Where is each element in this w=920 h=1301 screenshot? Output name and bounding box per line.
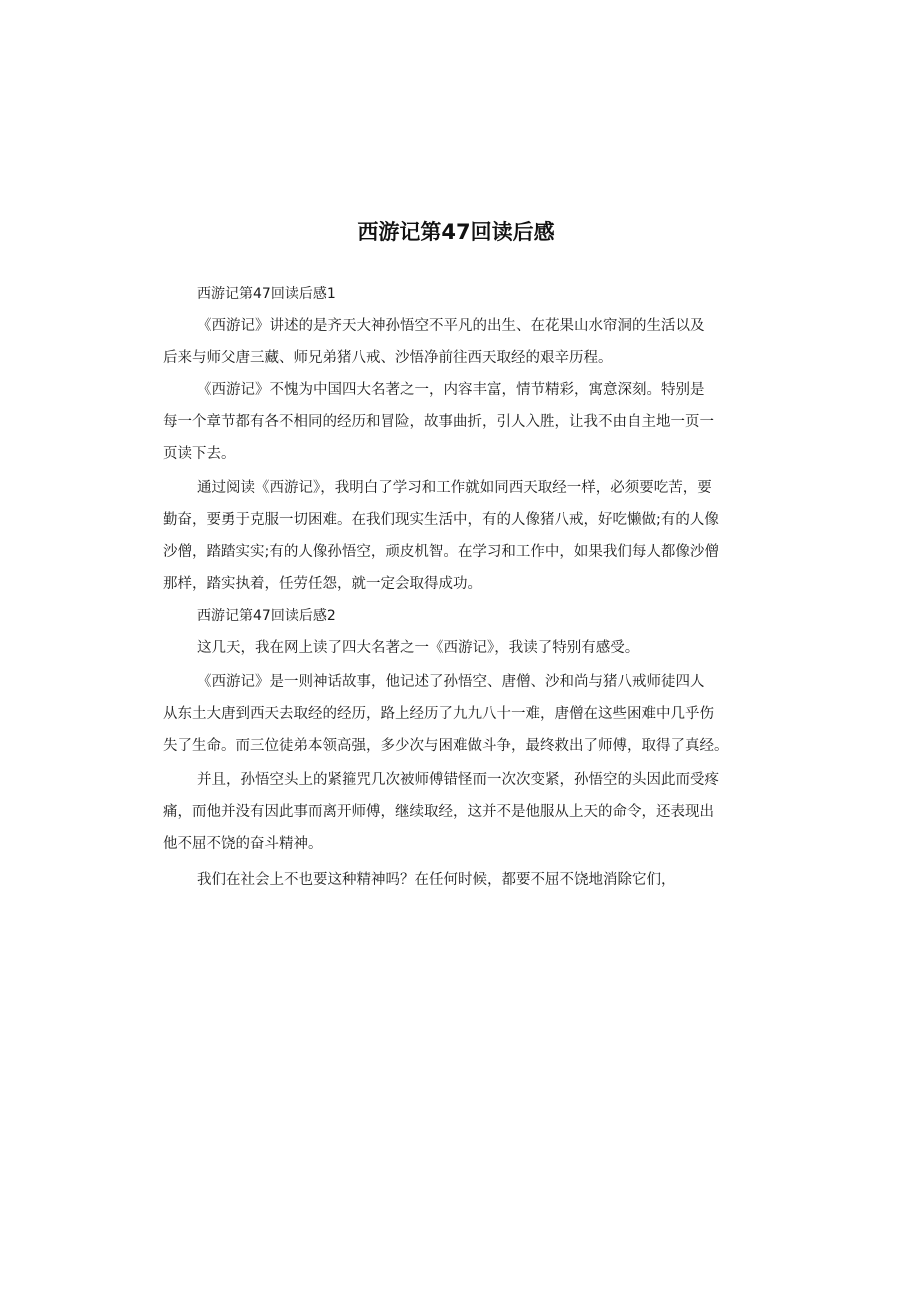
section-heading-2: 西游记第47回读后感2 xyxy=(197,608,336,624)
paragraph-line: 后来与师父唐三藏、师兄弟猪八戒、沙悟净前往西天取经的艰辛历程。 xyxy=(163,350,613,366)
paragraph-line: 从东土大唐到西天去取经的经历，路上经历了九九八十一难，唐僧在这些困难中几乎伤 xyxy=(163,706,714,722)
paragraph-line: 这几天，我在网上读了四大名著之一《西游记》，我读了特别有感受。 xyxy=(197,640,640,656)
section-heading-1: 西游记第47回读后感1 xyxy=(197,286,336,302)
paragraph-line: 他不屈不饶的奋斗精神。 xyxy=(163,836,323,852)
paragraph-line: 《西游记》是一则神话故事，他记述了孙悟空、唐僧、沙和尚与猪八戒师徒四人 xyxy=(197,674,705,690)
paragraph-line: 并且，孙悟空头上的紧箍咒几次被师傅错怪而一次次变紧，孙悟空的头因此而受疼 xyxy=(197,772,719,788)
paragraph-line: 我们在社会上不也要这种精神吗？在任何时候，都要不屈不饶地消除它们， xyxy=(197,872,676,888)
page-title: 西游记第47回读后感 xyxy=(357,220,555,244)
paragraph-line: 那样，踏实执着，任劳任怨，就一定会取得成功。 xyxy=(163,576,482,592)
paragraph-line: 通过阅读《西游记》，我明白了学习和工作就如同西天取经一样，必须要吃苦，要 xyxy=(197,480,712,496)
paragraph-line: 《西游记》讲述的是齐天大神孙悟空不平凡的出生、在花果山水帘洞的生活以及 xyxy=(197,318,705,334)
paragraph-line: 失了生命。而三位徒弟本领高强，多少次与困难做斗争，最终救出了师傅，取得了真经。 xyxy=(163,738,729,754)
paragraph-line: 页读下去。 xyxy=(163,446,236,462)
paragraph-line: 每一个章节都有各不相同的经历和冒险，故事曲折，引人入胜，让我不由自主地一页一 xyxy=(163,414,714,430)
paragraph-line: 勤奋，要勇于克服一切困难。在我们现实生活中，有的人像猪八戒，好吃懒做;有的人像 xyxy=(163,512,719,528)
paragraph-line: 痛，而他并没有因此事而离开师傅，继续取经，这并不是他服从上天的命令，还表现出 xyxy=(163,804,714,820)
paragraph-line: 《西游记》不愧为中国四大名著之一，内容丰富，情节精彩，寓意深刻。特别是 xyxy=(197,382,705,398)
paragraph-line: 沙僧，踏踏实实;有的人像孙悟空，顽皮机智。在学习和工作中，如果我们每人都像沙僧 xyxy=(163,544,719,560)
